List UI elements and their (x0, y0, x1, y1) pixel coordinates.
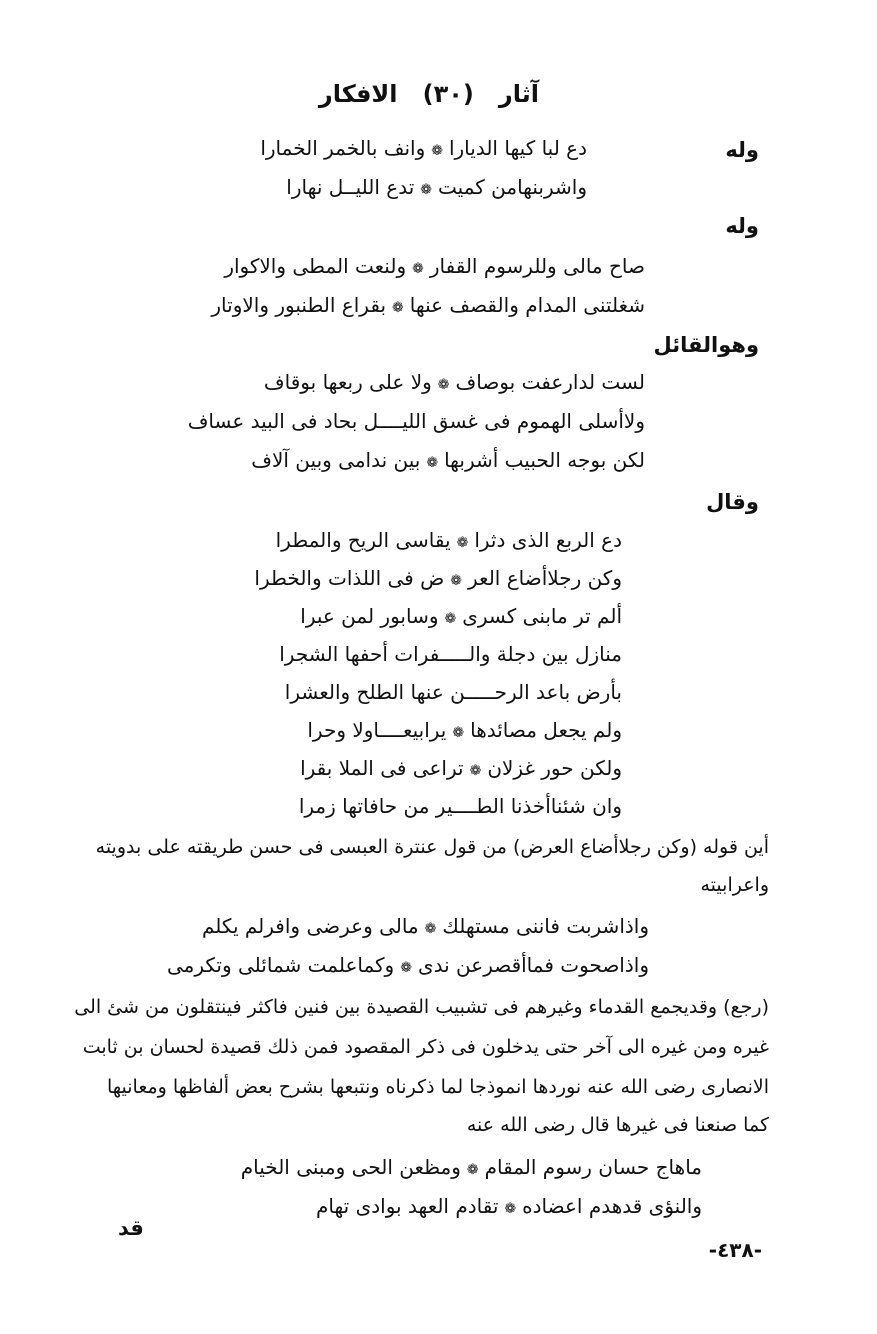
verse-line (260, 138, 587, 158)
hemistich-left: يرابيعــــاولا وحرا (307, 718, 447, 742)
verse-line (300, 606, 622, 626)
hemistich-left: بين ندامى وبين آلاف (251, 448, 421, 472)
hemistich-right: ولم يجعل مصائدها (470, 718, 622, 742)
hemistich-right: صاح مالى وللرسوم القفار (429, 254, 645, 278)
ornament-star-icon: ❁ (452, 725, 465, 741)
verse-line (264, 372, 645, 392)
hemistich-right: واشربنهامن كميت (438, 175, 587, 199)
verse-line-single: بأرض باعد الرحـــــن عنها الطلح والعشرا (284, 680, 622, 704)
ornament-star-icon: ❁ (412, 261, 424, 277)
hemistich-right: شغلتنى المدام والقصف عنها (409, 293, 645, 317)
hemistich-left: بقراع الطنبور والاوتار (211, 293, 387, 317)
ornament-star-icon: ❁ (426, 455, 439, 471)
ornament-star-icon: ❁ (466, 1162, 479, 1178)
page-number: -٤٣٨- (708, 1238, 762, 1262)
ornament-star-icon: ❁ (504, 1201, 517, 1217)
ornament-star-icon: ❁ (437, 377, 450, 393)
hemistich-right: ماهاج حسان رسوم المقام (484, 1155, 702, 1179)
verse-line (167, 955, 649, 975)
verse-line-single: منازل بين دجلة والـــــفرات أحفها الشجرا (279, 642, 622, 666)
verse-line (211, 295, 645, 315)
hemistich-left: ولنعت المطى والاكوار (224, 254, 407, 278)
prose-line: كما صنعنا فى غيرها قال رضى الله عنه (466, 1114, 769, 1136)
hemistich-right: دع لبا كيها الديارا (448, 136, 587, 160)
hemistich-left: تراعى فى الملا بقرا (300, 756, 464, 780)
hemistich-right: دع الربع الذى دثرا (474, 528, 622, 552)
hemistich-right: واذاصحوت فماأقصرعن ندى (417, 953, 649, 977)
hemistich-left: مالى وعرضى وافرلم يكلم (201, 914, 419, 938)
ornament-star-icon: ❁ (400, 960, 412, 976)
ornament-star-icon: ❁ (392, 300, 404, 316)
ornament-star-icon: ❁ (424, 921, 437, 937)
hemistich-right: ألم تر مابنى كسرى (462, 604, 622, 628)
prose-line: الانصارى رضى الله عنه نوردها انموذجا لما ذكرناه ونتبعها بشرح بعض ألفاظها ومعانيها (106, 1076, 769, 1098)
header-page-ref: (٣٠) (422, 80, 474, 108)
label-wa-qala: وقال (706, 490, 759, 514)
hemistich-right: لست لدارعفت بوصاف (455, 370, 645, 394)
hemistich-left: وانف بالخمر الخمارا (260, 136, 426, 160)
hemistich-left: وسابور لمن عبرا (300, 604, 439, 628)
ornament-star-icon: ❁ (456, 535, 469, 551)
verse-line-single: ولاأسلى الهموم فى غسق الليــــل بحاد فى البيد عساف (187, 409, 645, 433)
hemistich-left: تقادم العهد بوادى تهام (315, 1194, 499, 1218)
ornament-star-icon: ❁ (469, 763, 482, 779)
hemistich-right: ولكن حور غزلان (487, 756, 622, 780)
hemistich-right: واذاشربت فاننى مستهلك (442, 914, 649, 938)
verse-line (316, 1196, 702, 1216)
hemistich-left: ومظعن الحى ومبنى الخيام (240, 1155, 461, 1179)
catchword: قد (118, 1216, 144, 1240)
ornament-star-icon: ❁ (450, 573, 463, 589)
verse-line (224, 256, 645, 276)
hemistich-right: والنؤى قدهدم اعضاده (522, 1194, 702, 1218)
header-subject: الافكار (318, 80, 398, 108)
hemistich-right: وكن رجلاأضاع العر (468, 566, 622, 590)
hemistich-left: وكماعلمت شمائلى وتكرمى (166, 953, 395, 977)
ornament-star-icon: ❁ (420, 182, 433, 198)
verse-line (254, 568, 622, 588)
hemistich-left: ض فى اللذات والخطرا (254, 566, 445, 590)
prose-line: أين قوله (وكن رجلاأضاع العرض) من قول عنترة العبسى فى حسن طريقته على بدويته (95, 836, 769, 858)
verse-line (300, 758, 622, 778)
hemistich-left: يقاسى الريح والمطرا (275, 528, 451, 552)
verse-line (276, 530, 622, 550)
verse-line (286, 177, 587, 197)
verse-line (241, 1157, 702, 1177)
hemistich-left: تدع الليــل نهارا (286, 175, 415, 199)
verse-line (202, 916, 649, 936)
verse-line-single: وان شئناأخذنا الطــــير من حافاتها زمرا (298, 794, 622, 818)
label-wa-lahu-2: وله (725, 214, 759, 238)
hemistich-right: لكن بوجه الحبيب أشربها (444, 448, 645, 472)
prose-line: غيره ومن غيره الى آخر حتى يدخلون فى ذكر المقصود فمن ذلك قصيدة لحسان بن ثابت (82, 1036, 769, 1058)
verse-line (307, 720, 622, 740)
header-title: آثار (498, 80, 539, 108)
ornament-star-icon: ❁ (444, 611, 457, 627)
verse-line (251, 450, 645, 470)
hemistich-left: ولا على ربعها بوقاف (263, 370, 432, 394)
ornament-star-icon: ❁ (431, 143, 443, 159)
prose-line: واعرابيته (700, 874, 769, 896)
label-wa-huwa-al-qail: وهوالقائل (653, 333, 759, 357)
page-header (319, 82, 539, 106)
prose-line: (رجع) وقديجمع القدماء وغيرهم فى تشبيب القصيدة بين فنين فاكثر فينتقلون من شئ الى (74, 996, 769, 1018)
label-wa-lahu-1: وله (725, 138, 759, 162)
